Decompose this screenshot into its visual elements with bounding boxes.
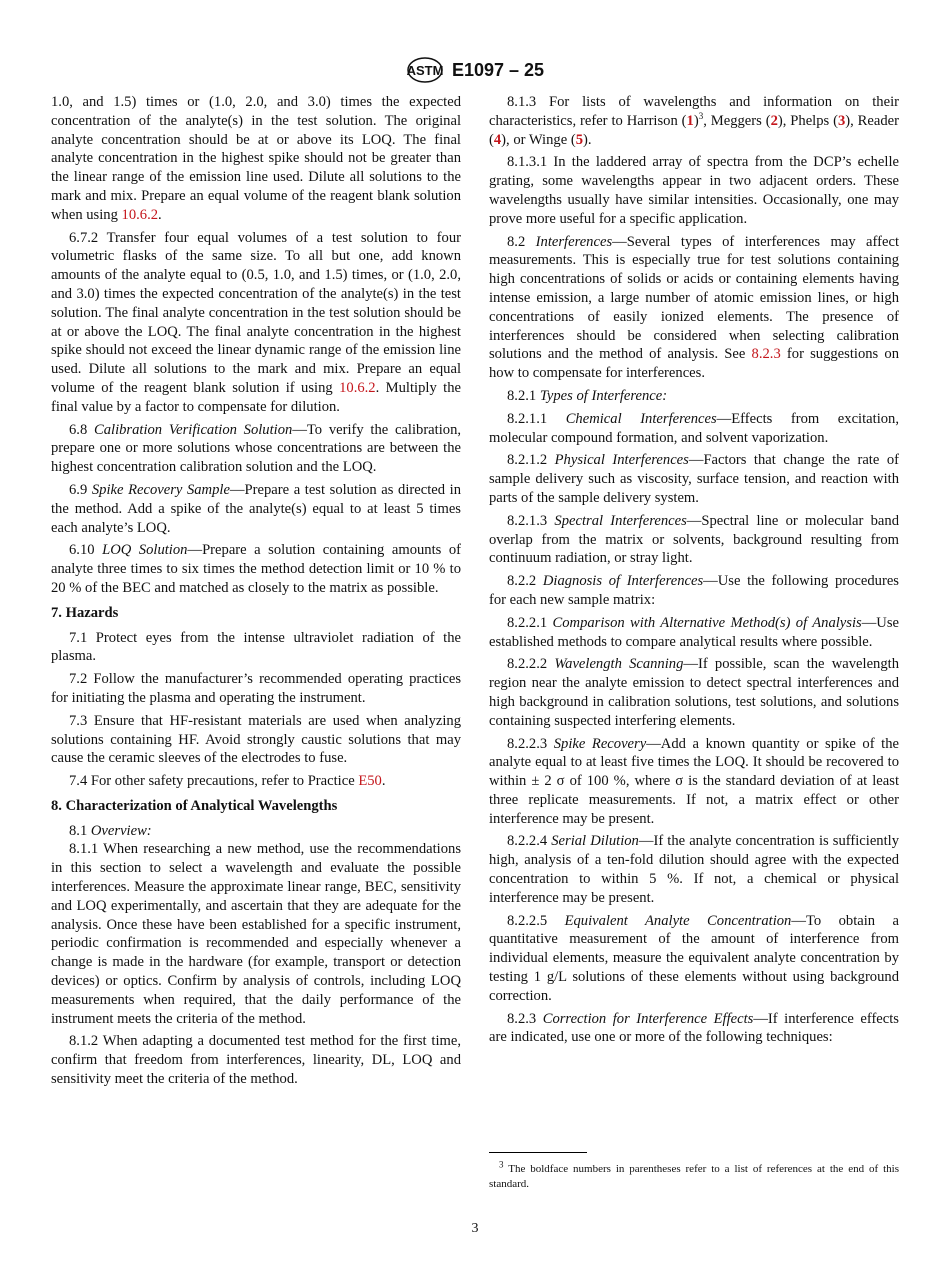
italic-term: Serial Dilution (551, 833, 639, 850)
paragraph (489, 832, 899, 907)
italic-term: Wavelength Scanning (554, 656, 684, 673)
text: 7.3 Ensure that HF-resistant materials are used when analyzing solutions containing HF. Avoid strongly caustic solutions that may cause the ceramic sleeves of the electrodes to fuse. (51, 712, 461, 767)
paragraph (489, 387, 899, 406)
reference-link[interactable]: 3 (837, 112, 846, 129)
text: 1.0, and 1.5) times or (1.0, 2.0, and 3.0) times the expected concentration of the analyte(s) in the test solution. The original analyte concentration should be at or above its LOQ. The final analyte concentration in the highest spike should not be greater than the linear range of the emission line used. Dilute all solutions to the mark and mix. Prepare an equal volume of the reagent blank solution when using (51, 94, 461, 223)
text: . (158, 206, 162, 223)
text: 8.2.2.4 (507, 833, 552, 850)
italic-term: Chemical Interferences (565, 410, 717, 427)
page-number: 3 (471, 1221, 479, 1236)
text: —Add a known quantity or spike of the analyte equal to at least five times the LOQ. It should be recovered to within ± 2 σ of 100 %, where σ is the standard deviation of at least three replicate measurements. If not, a matrix effect or other interference may be present. (489, 735, 899, 827)
text: 8.1.1 When researching a new method, use the recommendations in this section to select a wavelength and evaluate the possible interferences. Measure the approximate linear range, BEC, sensitivity and LOQ experimentally, and ascertain that they are adequate for the analysis. Once these have been established for a specific instrument, periodic confirmation is recommended and especially whenever a change is made in the hardware (for example, transport or detection devices) or optics. Confirm by analysis of controls, including LOQ measurements when required, that the daily performance of the instrument meets the criteria of the method. (51, 841, 461, 1027)
paragraph (51, 822, 461, 841)
astm-logo-icon (406, 56, 444, 84)
text: ), or Winge ( (501, 131, 576, 148)
paragraph (51, 629, 461, 667)
page-header (0, 56, 950, 84)
paragraph (489, 572, 899, 610)
text: —Spectral line or molecular band overlap from the matrix or solvents, background resulting from continuum radiation, or stray light. (489, 512, 900, 567)
reference-link[interactable]: 8.2.3 (751, 346, 781, 363)
paragraph (489, 655, 899, 730)
text: 6.8 (69, 421, 94, 438)
text: —Several types of interferences may affect measurements. This is especially true for test solutions containing high concentrations of solids or acids or containing elements having intense emission, a large number of atomic emission lines, or high concentrations of easily ionized elements. The presence of interferences should be considered when selecting calibration solutions and the method of analysis. See (489, 233, 899, 363)
reference-link[interactable]: 5 (575, 131, 583, 148)
text: —To verify the calibration, prepare one or more solutions whose concentrations are between the highest concentration calibration solution and the LOQ. (51, 421, 462, 476)
right-column (489, 93, 899, 1051)
text: ) (693, 112, 699, 129)
paragraph (51, 93, 461, 225)
text: 8.2.2.5 (507, 912, 565, 929)
reference-link[interactable]: 4 (493, 131, 502, 148)
text: —Use the following procedures for each new sample matrix: (489, 573, 899, 608)
text: 8.2.3 (507, 1010, 543, 1027)
reference-link[interactable]: 1 (686, 112, 694, 129)
italic-term: Correction for Interference Effects (542, 1010, 754, 1027)
text: 8.2.2 (507, 573, 543, 590)
paragraph (51, 712, 461, 768)
text: —Factors that change the rate of sample delivery such as viscosity, surface tension, and reaction with parts of the sample delivery system. (489, 452, 899, 506)
italic-term: Types of Interference: (539, 387, 668, 404)
italic-term: Spike Recovery Sample (91, 481, 230, 498)
paragraph (51, 1032, 461, 1088)
paragraph (51, 670, 461, 708)
section-heading (51, 797, 461, 816)
footnote-mark: 3 (499, 1159, 504, 1170)
text: 8.2.1.2 (507, 452, 555, 469)
text: 7.4 For other safety precautions, refer to Practice (69, 773, 359, 790)
section-heading (51, 604, 461, 623)
footnote-ref[interactable]: 3 (698, 110, 704, 121)
italic-term: Physical Interferences (554, 452, 689, 469)
text: 8.1.3.1 In the laddered array of spectra from the DCP’s echelle grating, some wavelengths appear in two adjacent orders. These wavelengths usually have similar intensities. Occasionally, one may prove more useful for a specific application. (489, 154, 899, 227)
text: 8. Characterization of Analytical Wavelengths (51, 797, 338, 814)
paragraph (489, 93, 899, 149)
paragraph (489, 410, 899, 448)
paragraph (489, 233, 899, 383)
italic-term: Overview: (90, 822, 152, 839)
text: 7.2 Follow the manufacturer’s recommended operating practices for initiating the plasma and operating the instrument. (51, 671, 461, 706)
italic-term: Calibration Verification Solution (93, 421, 293, 438)
paragraph (489, 735, 899, 829)
text: 8.1.2 When adapting a documented test method for the first time, confirm that freedom from interferences, linearity, DL, LOQ and sensitivity meet the criteria of the method. (51, 1033, 461, 1088)
text: 8.2.2.1 (507, 614, 553, 631)
text: —Use established methods to compare analytical results where possible. (489, 614, 899, 650)
footnote-text: The boldface numbers in parentheses refer to a list of references at the end of this standard. (489, 1163, 899, 1190)
text: , Meggers ( (703, 112, 771, 129)
text: 6.7.2 Transfer four equal volumes of a test solution to four volumetric flasks of the same size. To all but one, add known amounts of the analyte equal to (0.5, 1.0, and 1.5) times, or (1.0, 2.0, and 3.0) times the expected concentration of the analyte(s) in the test solution. The final analyte concentration in the test solution should be at or above the LOQ. The final analyte concentration in the highest spike should not exceed the linear dynamic range of the emission line used. Dilute all solutions to the mark and mix. Prepare an equal volume of the reagent blank solution if using (51, 229, 461, 396)
text: —Prepare a test solution as directed in the method. Add a spike of the analyte(s) equal to at least 5 times each analyte’s LOQ. (51, 481, 462, 536)
italic-term: Equivalent Analyte Concentration (564, 912, 792, 929)
italic-term: Interferences (535, 233, 613, 250)
paragraph (51, 772, 461, 791)
paragraph (489, 1010, 899, 1048)
text: 8.1.3 For lists of wavelengths and information on their characteristics, refer to Harrison ( (489, 94, 899, 129)
text: ), Reader ( (489, 112, 899, 148)
text: 8.2.2.3 (507, 735, 554, 752)
text: —If possible, scan the wavelength region near the analyte emission to detect spectral interferences and high background in calibration solutions, test solutions, and solutions containing suspected interfering elements. (489, 656, 899, 729)
reference-link[interactable]: 2 (770, 112, 778, 129)
left-column (51, 93, 461, 1093)
paragraph (51, 229, 461, 417)
text: 7.1 Protect eyes from the intense ultraviolet radiation of the plasma. (51, 629, 461, 665)
paragraph (489, 614, 899, 652)
paragraph (489, 153, 899, 228)
text: —If the analyte concentration is sufficiently high, analysis of a ten-fold dilution should agree with the expected concentration to within 5 %. If not, a chemical or physical interference may be present. (489, 833, 899, 906)
text: —To obtain a quantitative measurement of the amount of interference from individual elements, measure the equivalent analyte concentration by testing 1 g/L solutions of these elements without using background correction. (489, 912, 900, 1004)
text: 7. Hazards (51, 604, 119, 621)
text: —Prepare a solution containing amounts of analyte three times to six times the method detection limit or 10 % to 20 % of the BEC and matched as closely to the matrix as possible. (51, 542, 462, 596)
footnote (489, 1159, 899, 1192)
text: 8.2.1.1 (507, 410, 566, 427)
italic-term: Comparison with Alternative Method(s) of Analysis (552, 614, 862, 631)
paragraph (51, 541, 461, 597)
text: —Effects from excitation, molecular compound formation, and solvent vaporization. (489, 410, 899, 446)
text: ). (583, 131, 592, 148)
paragraph (51, 840, 461, 1028)
text: 8.2.2.2 (507, 656, 555, 673)
text: 8.2.1.3 (507, 512, 555, 529)
text: . (381, 773, 386, 790)
reference-link[interactable]: 10.6.2 (121, 206, 159, 223)
italic-term: Spectral Interferences (554, 512, 687, 529)
text: 6.9 (69, 481, 92, 498)
paragraph (489, 451, 899, 507)
text: 6.10 (69, 542, 103, 559)
italic-term: LOQ Solution (102, 542, 188, 559)
reference-link[interactable]: 10.6.2 (339, 379, 376, 396)
paragraph (51, 421, 461, 477)
paragraph (51, 481, 461, 537)
footnote-rule (489, 1152, 587, 1153)
paragraph (489, 512, 899, 568)
text: for suggestions on how to compensate for interferences. (489, 346, 899, 382)
designation: E1097 – 25 (451, 59, 545, 80)
italic-term: Diagnosis of Interferences (542, 573, 704, 590)
text: ), Phelps ( (777, 112, 838, 129)
text: —If interference effects are indicated, use one or more of the following techniques: (489, 1010, 899, 1046)
text: 8.2 (507, 233, 536, 250)
paragraph (489, 912, 899, 1006)
reference-link[interactable]: E50 (358, 773, 382, 790)
italic-term: Spike Recovery (553, 735, 647, 752)
text: . Multiply the final value by a factor to compensate for dilution. (51, 379, 461, 415)
svg-text:ASTM: ASTM (406, 63, 444, 78)
text: 8.2.1 (507, 387, 540, 404)
text: 8.1 (69, 822, 91, 839)
